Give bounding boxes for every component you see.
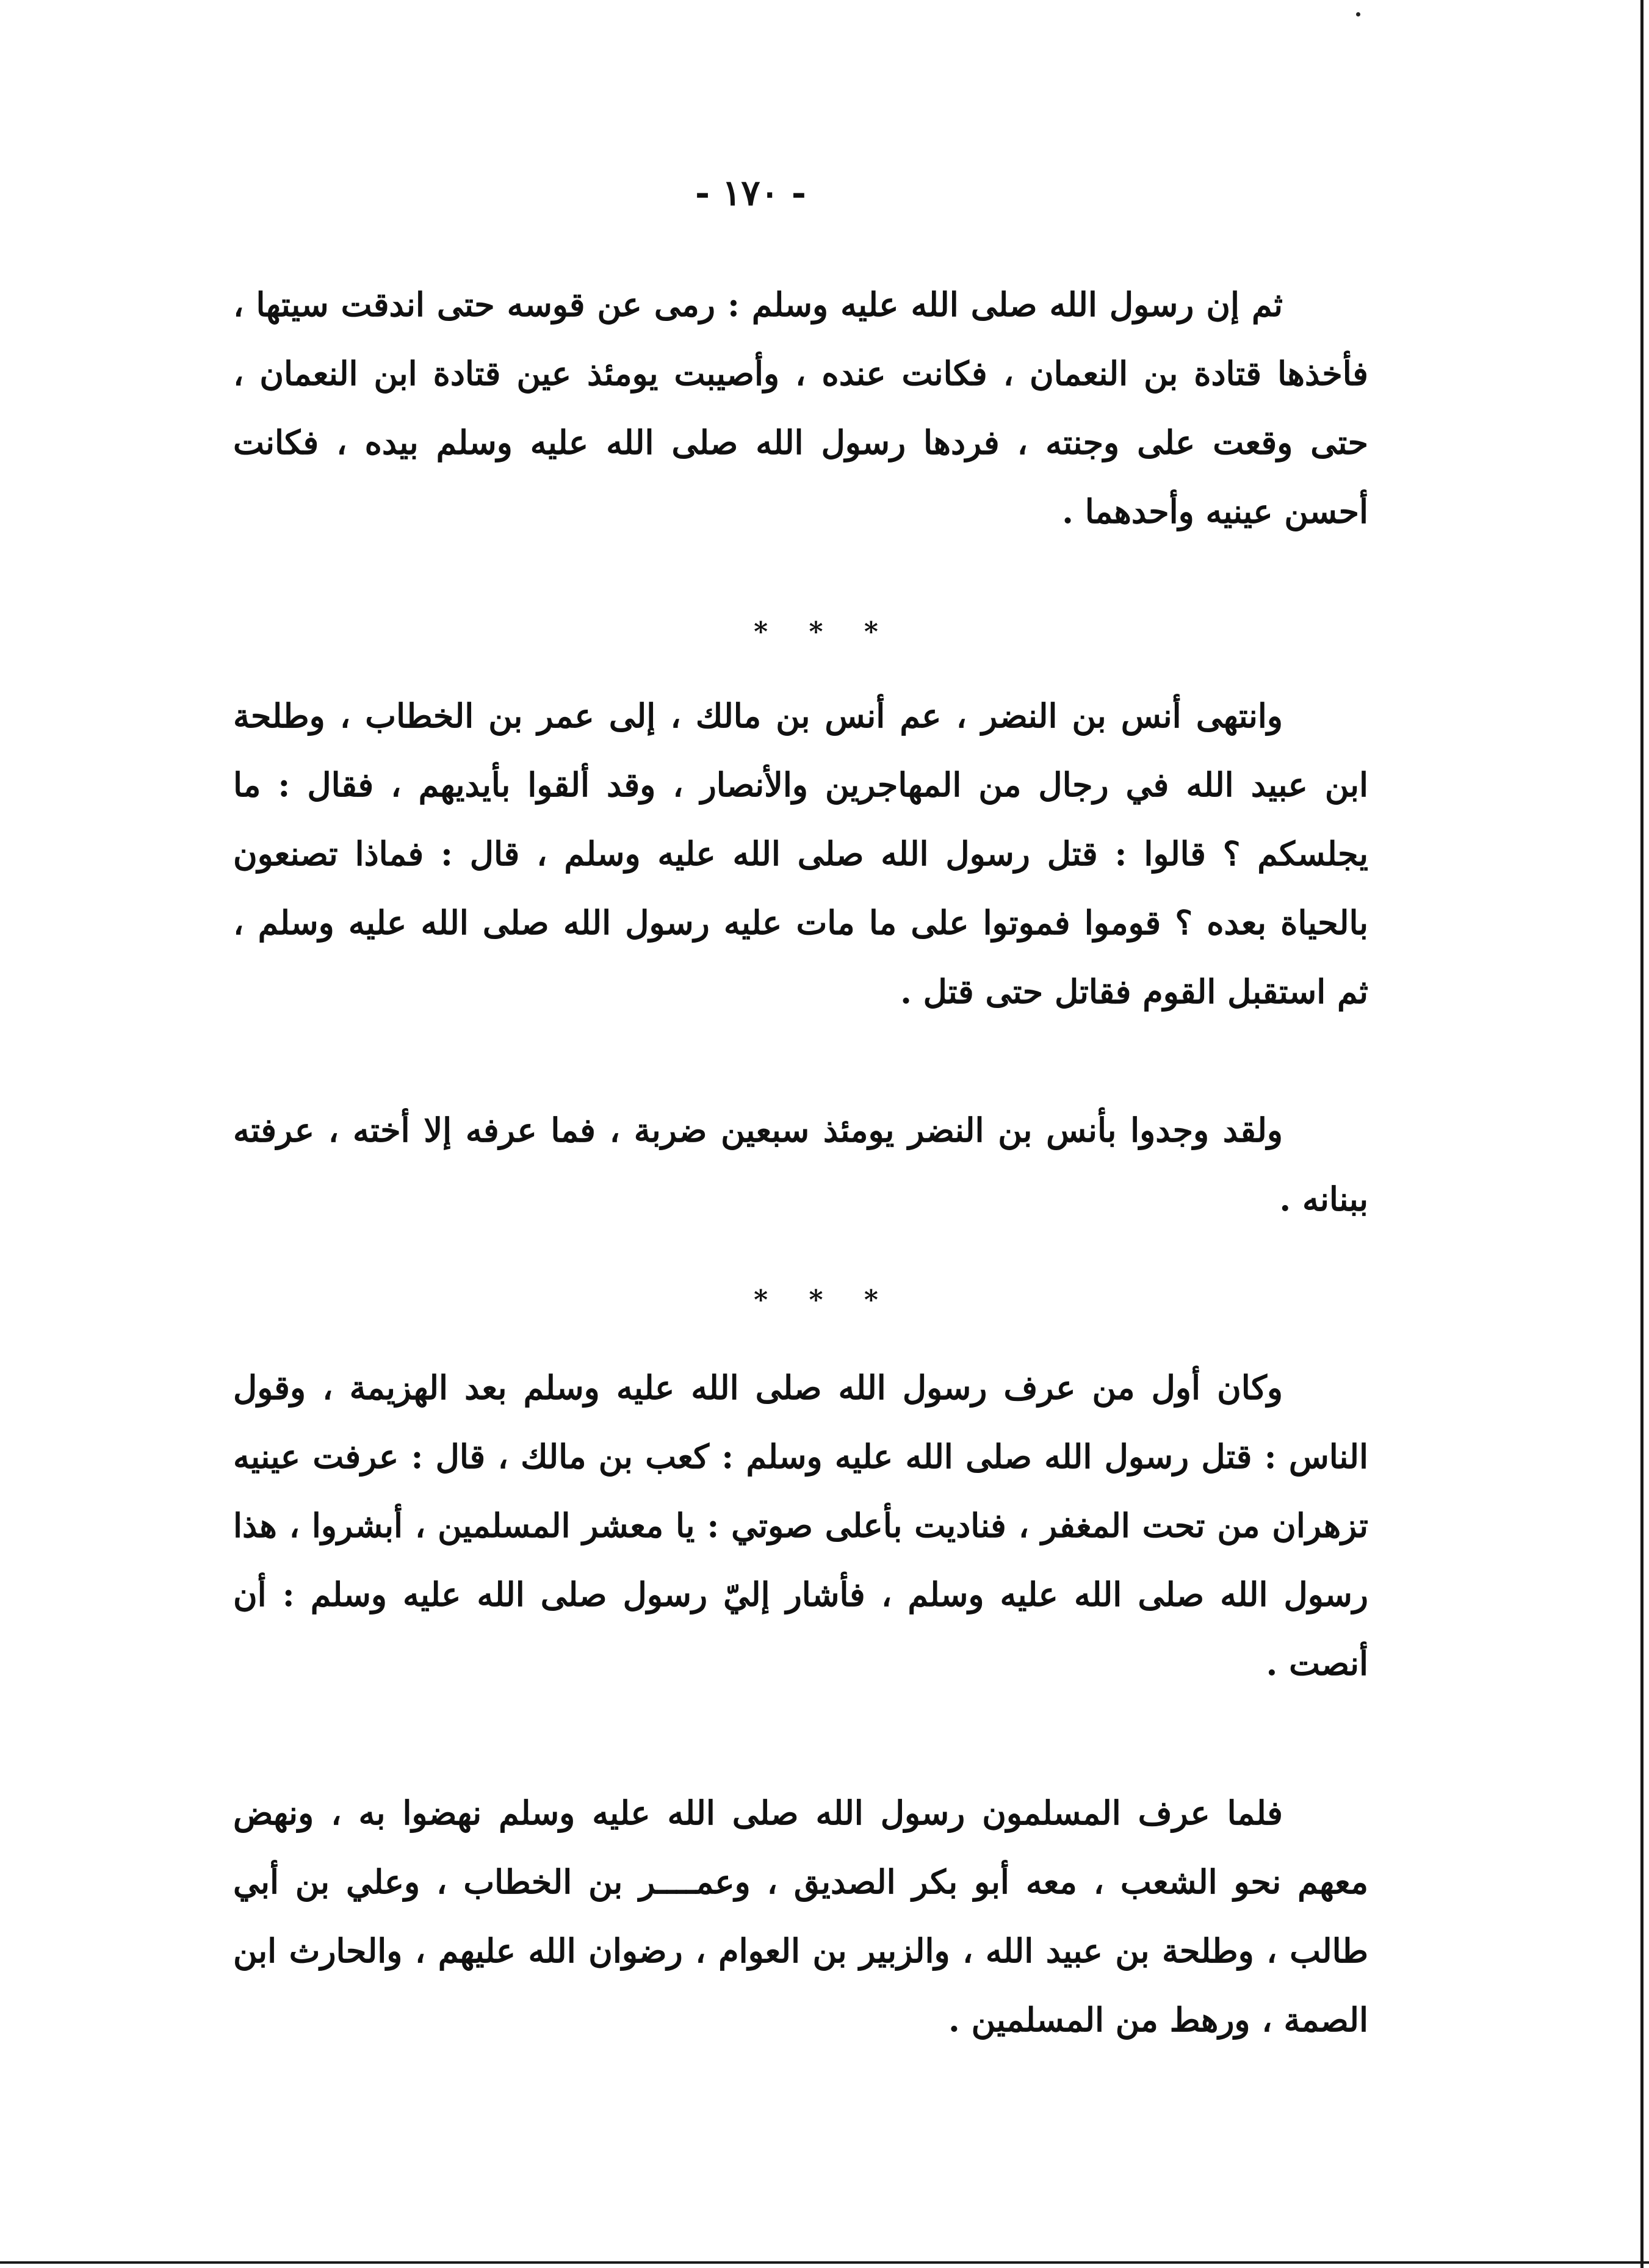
scan-border-right [1640, 0, 1644, 2268]
section-separator: * * * [754, 1284, 894, 1316]
paragraph-text: وكان أول من عرف رسول الله صلى الله عليه وسلم بعد الهزيمة ، وقول الناس : قتل رسول الله صلى الله عليه وسلم : كعب بن مالك ، قال : عرفت عينيه تزهران من تحت المغفر ، فناديت بأعلى صوتي : يا معشر المسلمين ، أبشروا ، هذا رسول الله صلى الله عليه وسلم ، فأشار إليّ رسول صلى الله عليه وسلم : أن أنصت . [233, 1368, 1368, 1683]
paragraph-kab-ibn-malik [233, 1353, 1368, 1698]
paragraph-seventy-wounds [233, 1096, 1368, 1234]
paragraph-text: ولقد وجدوا بأنس بن النضر يومئذ سبعين ضربة ، فما عرفه إلا أخته ، عرفته ببنانه . [233, 1111, 1368, 1219]
paragraph-companions-to-shib [233, 1779, 1368, 2054]
paragraph-text: ثم إن رسول الله صلى الله عليه وسلم : رمى عن قوسه حتى اندقت سيتها ، فأخذها قتادة بن النعمان ، فكانت عنده ، وأصيبت يومئذ عين قتادة ابن النعمان ، حتى وقعت على وجنته ، فردها رسول الله صلى الله عليه وسلم بيده ، فكانت أحسن عينيه وأحدهما . [233, 285, 1368, 531]
page-number: - ١٧٠ - [695, 172, 806, 214]
paragraph-qatada-eye [233, 270, 1368, 546]
paragraph-anas-ibn-nadr [233, 682, 1368, 1026]
paragraph-text: فلما عرف المسلمون رسول الله صلى الله عليه وسلم نهضوا به ، ونهض معهم نحو الشعب ، معه أبو بكر الصديق ، وعمــــر بن الخطاب ، وعلي بن أبي طالب ، وطلحة بن عبيد الله ، والزبير بن العوام ، رضوان الله عليهم ، والحارث ابن الصمة ، ورهط من المسلمين . [233, 1793, 1368, 2039]
section-separator: * * * [754, 616, 894, 647]
paragraph-text: وانتهى أنس بن النضر ، عم أنس بن مالك ، إلى عمر بن الخطاب ، وطلحة ابن عبيد الله في رجال من المهاجرين والأنصار ، وقد ألقوا بأيديهم ، فقال : ما يجلسكم ؟ قالوا : قتل رسول الله صلى الله عليه وسلم ، قال : فماذا تصنعون بالحياة بعده ؟ قوموا فموتوا على ما مات عليه رسول الله صلى الله عليه وسلم ، ثم استقبل القوم فقاتل حتى قتل . [233, 696, 1368, 1011]
scan-border-bottom [0, 2261, 1649, 2264]
scan-speck [1356, 12, 1360, 16]
